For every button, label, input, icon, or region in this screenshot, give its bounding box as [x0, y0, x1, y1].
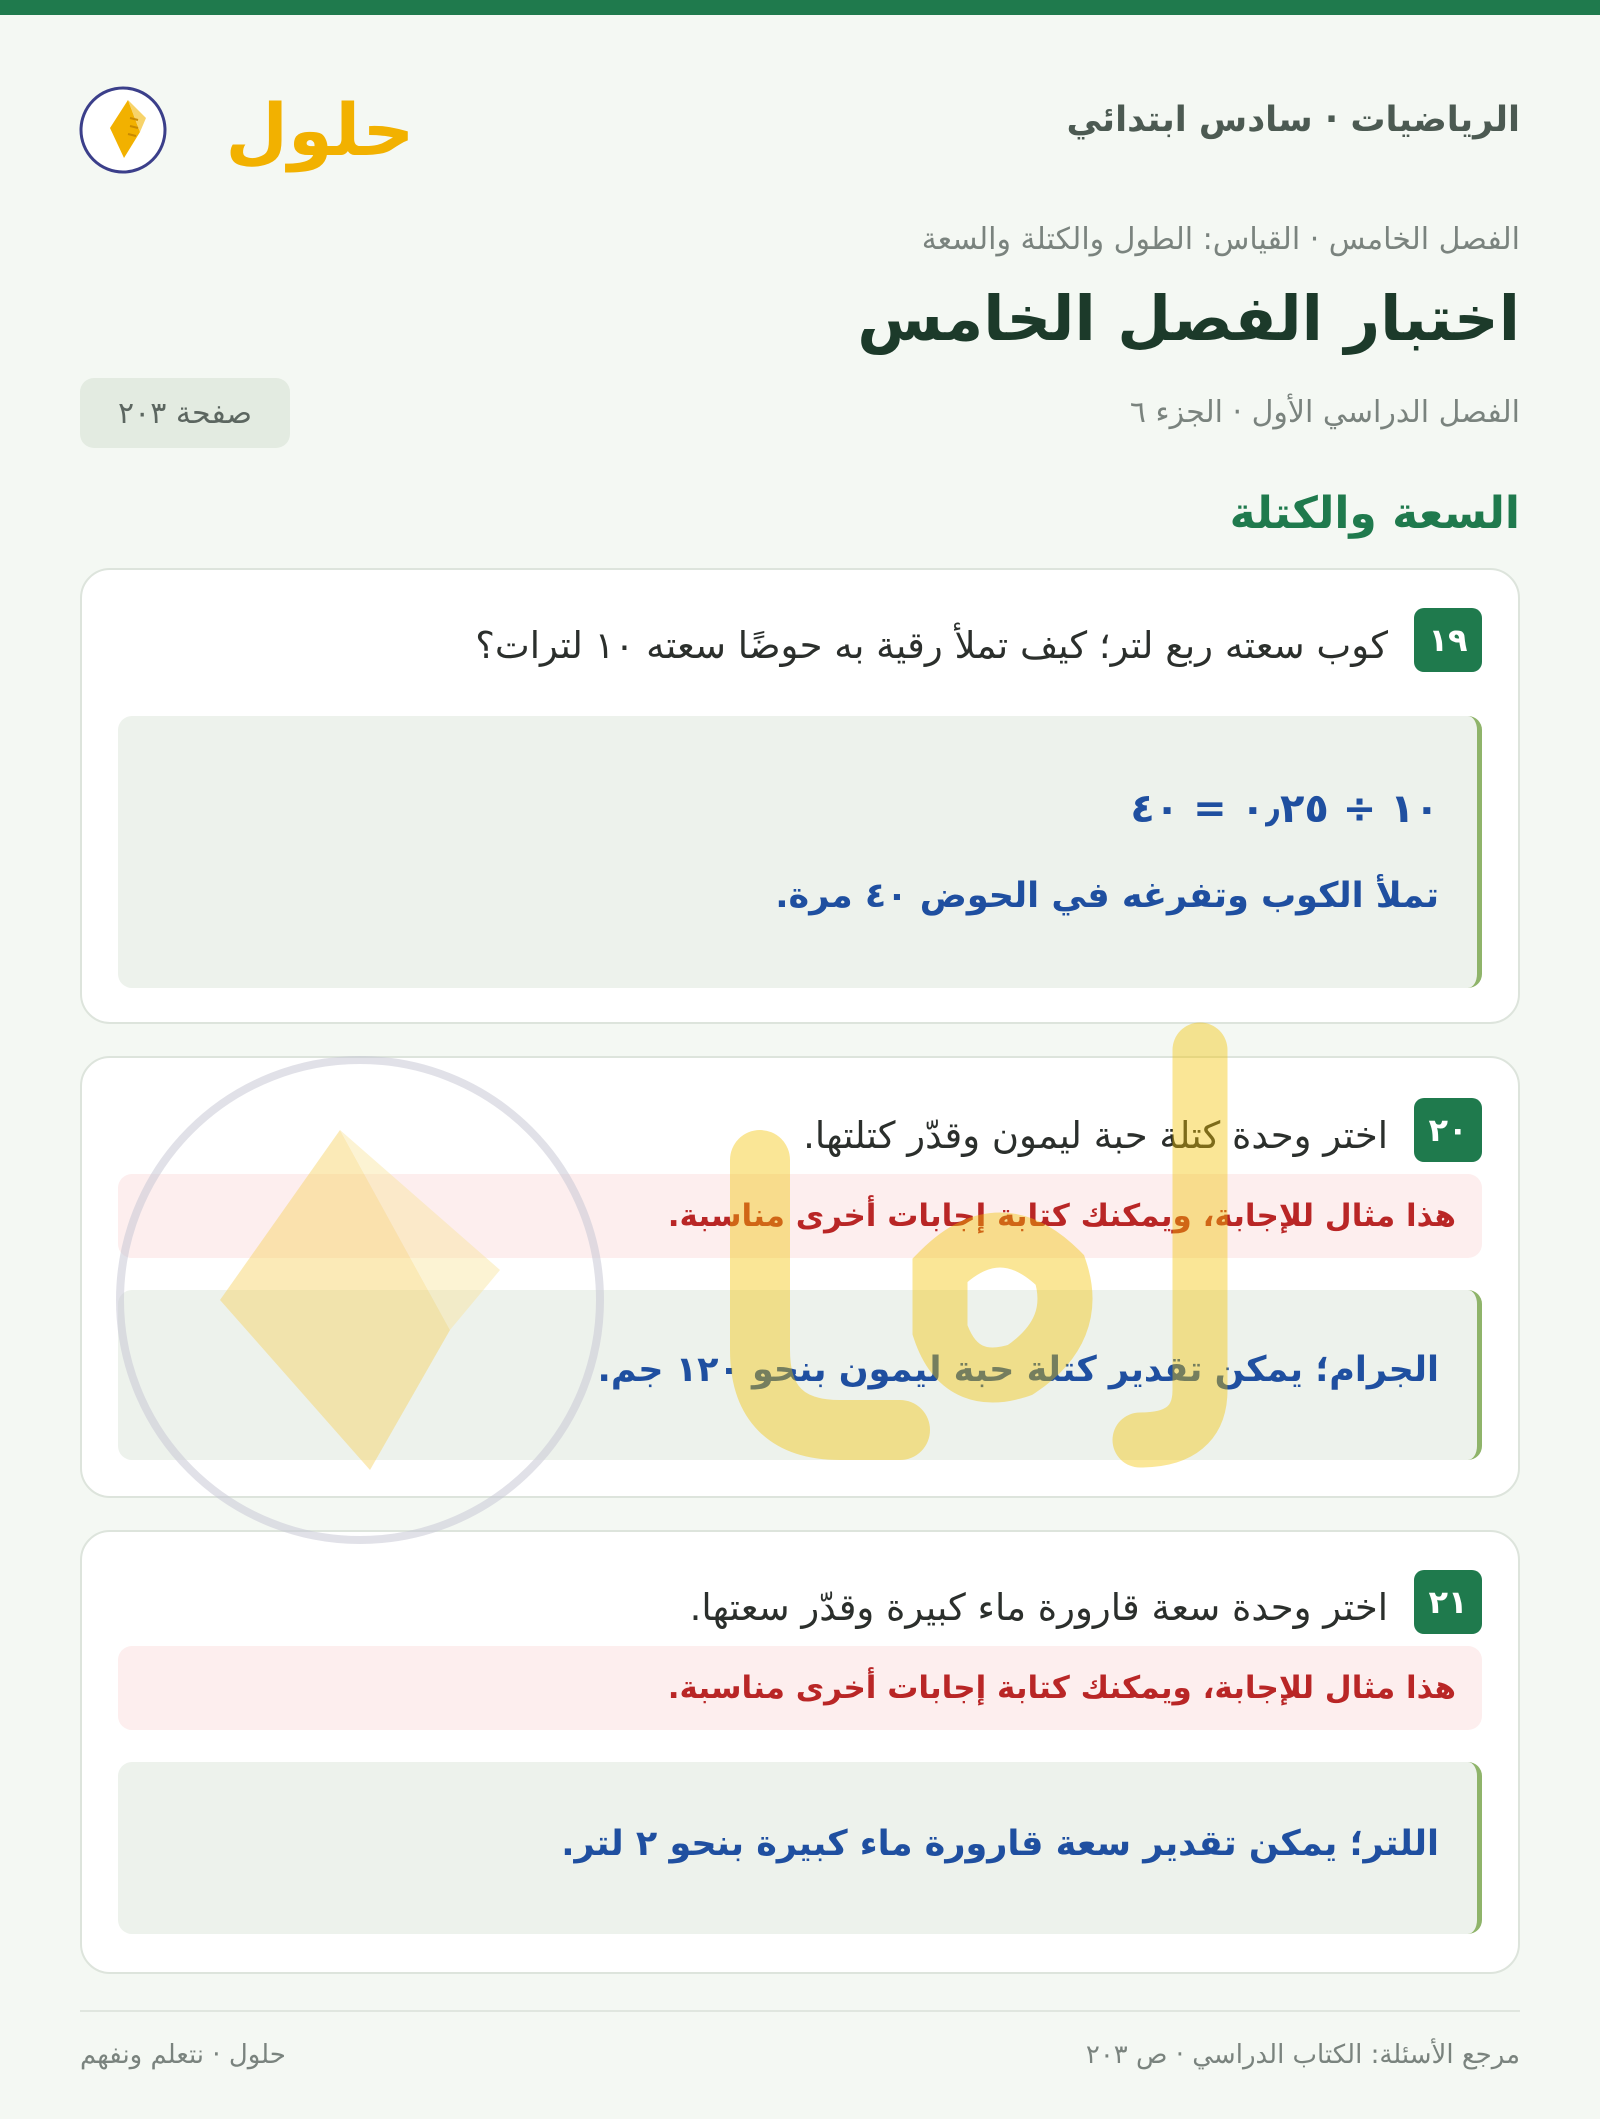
page-number-badge: صفحة ٢٠٣: [80, 378, 290, 448]
answer-box: [118, 1762, 1482, 1934]
site-logo[interactable]: [80, 70, 415, 180]
answer-line: اللتر؛ يمكن تقدير سعة قارورة ماء كبيرة بنحو ٢ لتر.: [561, 1824, 1439, 1864]
book-logo-icon: [80, 70, 415, 180]
term-info: الفصل الدراسي الأول · الجزء ٦: [1129, 395, 1520, 430]
question-text: اختر وحدة سعة قارورة ماء كبيرة وقدّر سعتها.: [689, 1586, 1388, 1629]
answer-line: الجرام؛ يمكن تقدير كتلة حبة ليمون بنحو ١٢٠ جم.: [597, 1350, 1439, 1390]
svg-text:حلول: حلول: [225, 88, 415, 172]
question-number: ٢٠: [1414, 1098, 1482, 1162]
answer-line: تملأ الكوب وتفرغه في الحوض ٤٠ مرة.: [775, 876, 1439, 916]
answer-box: [118, 1290, 1482, 1460]
example-note: هذا مثال للإجابة، ويمكنك كتابة إجابات أخرى مناسبة.: [118, 1174, 1482, 1258]
question-card-20: [80, 1056, 1520, 1498]
example-note: هذا مثال للإجابة، ويمكنك كتابة إجابات أخرى مناسبة.: [118, 1646, 1482, 1730]
answer-equation: ١٠ ÷ ٠٫٢٥ = ٤٠: [1130, 786, 1439, 832]
footer-divider: [80, 2010, 1520, 2012]
question-text: اختر وحدة كتلة حبة ليمون وقدّر كتلتها.: [803, 1114, 1388, 1157]
question-card-21: [80, 1530, 1520, 1974]
answer-box: [118, 716, 1482, 988]
question-card-19: [80, 568, 1520, 1024]
footer-reference: مرجع الأسئلة: الكتاب الدراسي · ص ٢٠٣: [1085, 2040, 1520, 2070]
footer-brand: حلول · نتعلم ونفهم: [80, 2040, 286, 2070]
breadcrumb: الفصل الخامس · القياس: الطول والكتلة والسعة: [921, 222, 1520, 257]
question-number: ٢١: [1414, 1570, 1482, 1634]
section-title: السعة والكتلة: [1229, 488, 1520, 539]
subject-title: الرياضيات · سادس ابتدائي: [1066, 100, 1520, 140]
top-accent-bar: [0, 0, 1600, 15]
header: [80, 70, 1520, 170]
question-number: ١٩: [1414, 608, 1482, 672]
page-title: اختبار الفصل الخامس: [857, 282, 1520, 355]
question-text: كوب سعته ربع لتر؛ كيف تملأ رقية به حوضًا سعته ١٠ لترات؟: [475, 624, 1388, 667]
